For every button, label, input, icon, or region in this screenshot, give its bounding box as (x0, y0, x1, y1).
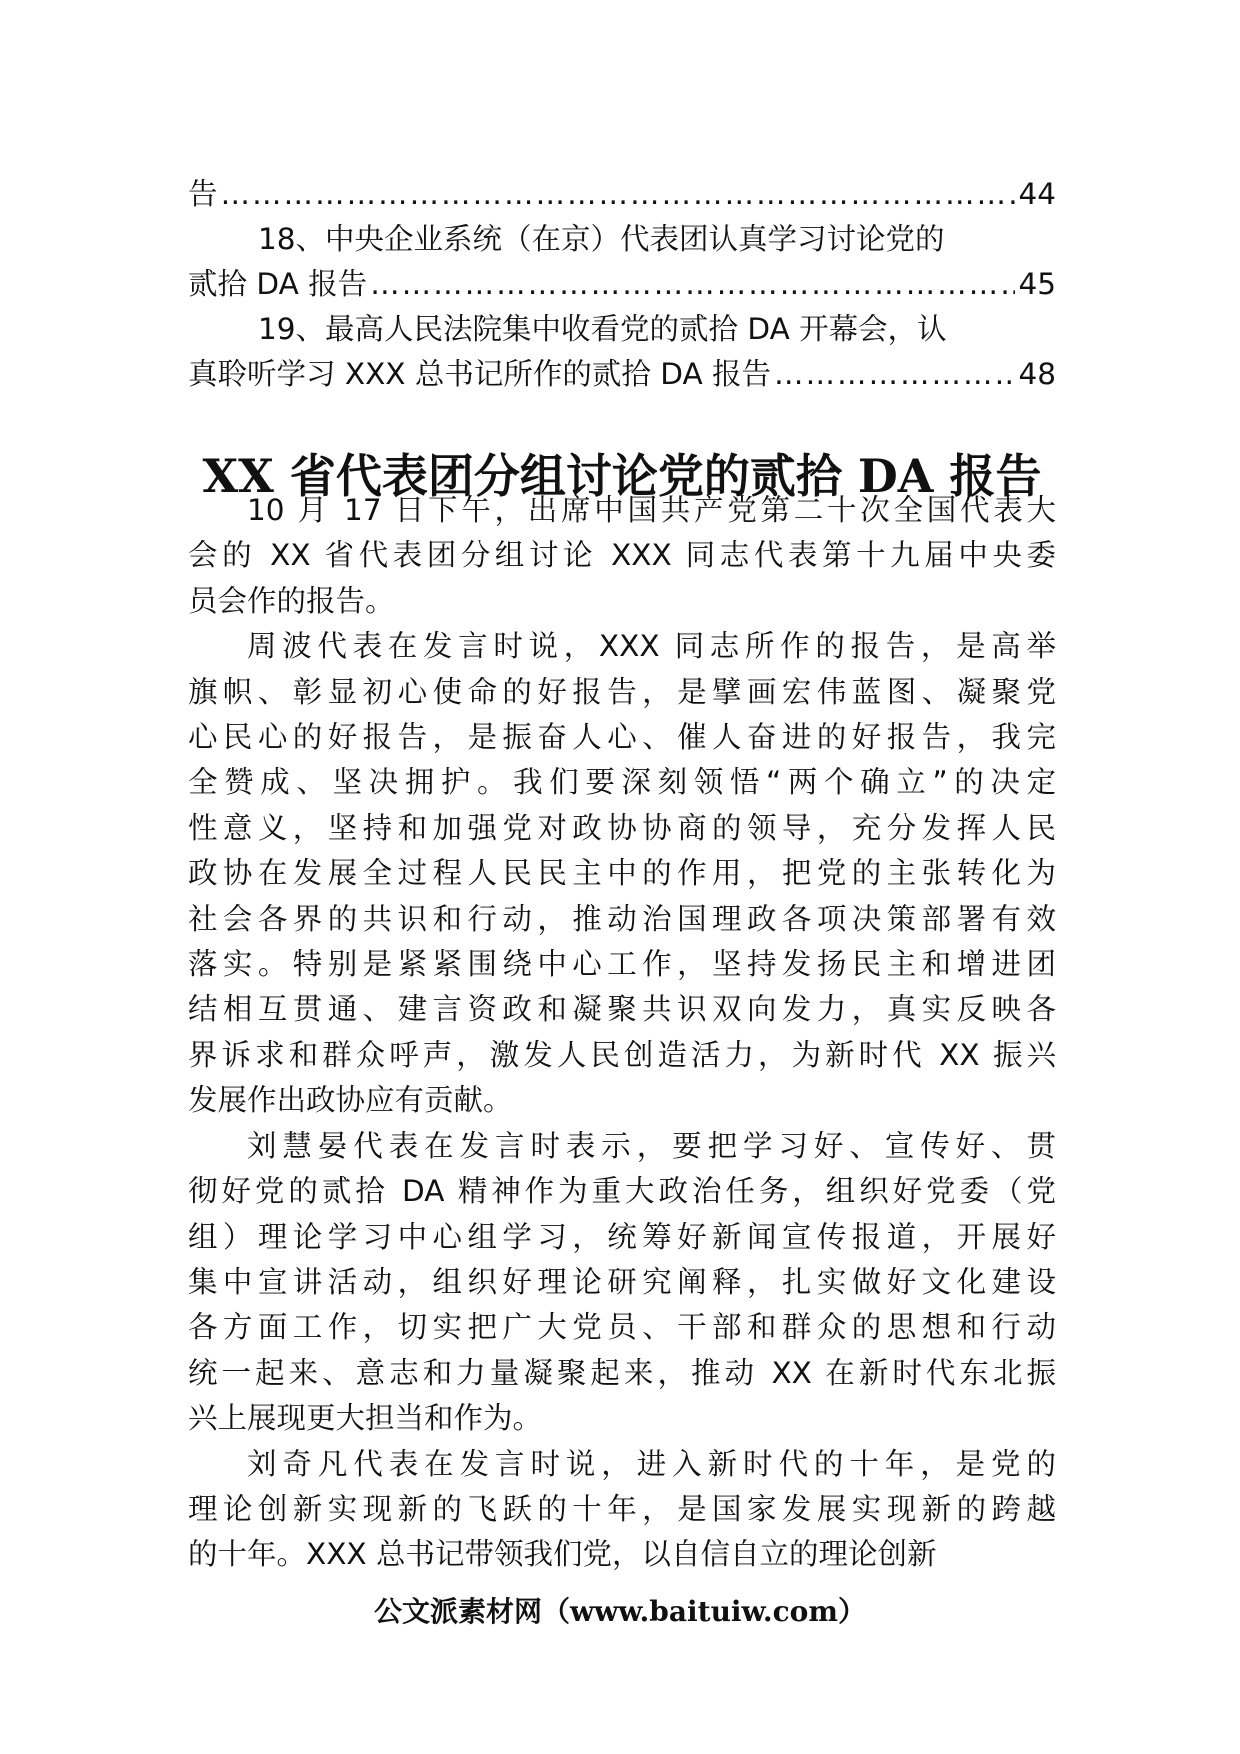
toc-entry-18-line1[interactable] (188, 217, 1056, 262)
toc-page-number: 45 (1018, 267, 1056, 301)
paragraph-line: 周波代表在发言时说，XXX 同志所作的报告，是高举 (247, 629, 1056, 664)
article-paragraph (188, 624, 1056, 1123)
article-title: XX 省代表团分组讨论党的贰拾 DA 报告 (202, 448, 1042, 503)
paragraph-line: 的十年。XXX 总书记带领我们党，以自信自立的理论创新 (188, 1537, 937, 1572)
paragraph-line: 各方面工作，切实把广大党员、干部和群众的思想和行动 (188, 1310, 1056, 1345)
toc-page-number: 44 (1018, 177, 1056, 211)
toc-entry-text: 真聆听学习 XXX 总书记所作的贰拾 DA 报告 (188, 357, 772, 391)
paragraph-line: 组）理论学习中心组学习，统筹好新闻宣传报道，开展好 (188, 1219, 1056, 1254)
article-paragraph (188, 488, 1056, 624)
paragraph-line: 落实。特别是紧紧围绕中心工作，坚持发扬民主和增进团 (188, 947, 1056, 982)
paragraph-line: 10 月 17 日下午，出席中国共产党第二十次全国代表大 (247, 493, 1056, 527)
paragraph-line: 全赞成、坚决拥护。我们要深刻领悟“两个确立”的决定 (188, 765, 1056, 800)
toc-entry-text: 18、中央企业系统（在京）代表团认真学习讨论党的 (258, 222, 945, 256)
toc-entry-17-tail[interactable] (188, 172, 1056, 217)
paragraph-line: 发展作出政协应有贡献。 (188, 1083, 513, 1118)
paragraph-line: 集中宣讲活动，组织好理论研究阐释，扎实做好文化建设 (188, 1264, 1056, 1299)
paragraph-line: 结相互贯通、建言资政和凝聚共识双向发力，真实反映各 (188, 992, 1056, 1027)
paragraph-line: 政协在发展全过程人民民主中的作用，把党的主张转化为 (188, 856, 1056, 891)
paragraph-line: 界诉求和群众呼声，激发人民创造活力，为新时代 XX 振兴 (188, 1037, 1056, 1072)
paragraph-line: 兴上展现更大担当和作为。 (188, 1401, 543, 1436)
paragraph-line: 统一起来、意志和力量凝聚起来，推动 XX 在新时代东北振 (188, 1355, 1056, 1390)
table-of-contents (188, 172, 1056, 397)
toc-leader-dots (774, 352, 1015, 397)
toc-entry-text: 贰拾 DA 报告 (188, 267, 368, 301)
toc-entry-18-line2[interactable] (188, 262, 1056, 307)
toc-entry-text: 告 (188, 177, 218, 211)
paragraph-line: 员会作的报告。 (188, 583, 395, 618)
paragraph-line: 刘慧晏代表在发言时表示，要把学习好、宣传好、贯 (247, 1128, 1056, 1163)
article-paragraph (188, 1124, 1056, 1442)
toc-page-number: 48 (1018, 357, 1056, 391)
toc-leader-dots (370, 262, 1015, 307)
paragraph-line: 刘奇凡代表在发言时说，进入新时代的十年，是党的 (247, 1446, 1056, 1481)
paragraph-line: 性意义，坚持和加强党对政协协商的领导，充分发挥人民 (188, 810, 1056, 845)
paragraph-line: 旗帜、彰显初心使命的好报告，是擘画宏伟蓝图、凝聚党 (188, 674, 1056, 709)
toc-entry-19-line2[interactable] (188, 352, 1056, 397)
toc-entry-text: 19、最高人民法院集中收看党的贰拾 DA 开幕会，认 (258, 312, 947, 346)
paragraph-line: 社会各界的共识和行动，推动治国理政各项决策部署有效 (188, 901, 1056, 936)
paragraph-line: 彻好党的贰拾 DA 精神作为重大政治任务，组织好党委（党 (188, 1174, 1056, 1209)
source-footer: 公文派素材网（www.baituiw.com） (374, 1595, 866, 1628)
toc-leader-dots (221, 172, 1016, 217)
paragraph-line: 心民心的好报告，是振奋人心、催人奋进的好报告，我完 (188, 720, 1056, 755)
paragraph-line: 会的 XX 省代表团分组讨论 XXX 同志代表第十九届中央委 (188, 538, 1056, 573)
paragraph-line: 理论创新实现新的飞跃的十年，是国家发展实现新的跨越 (188, 1491, 1056, 1526)
article-paragraph (188, 1442, 1056, 1578)
article-body (188, 488, 1056, 1578)
toc-entry-19-line1[interactable] (188, 307, 1056, 352)
